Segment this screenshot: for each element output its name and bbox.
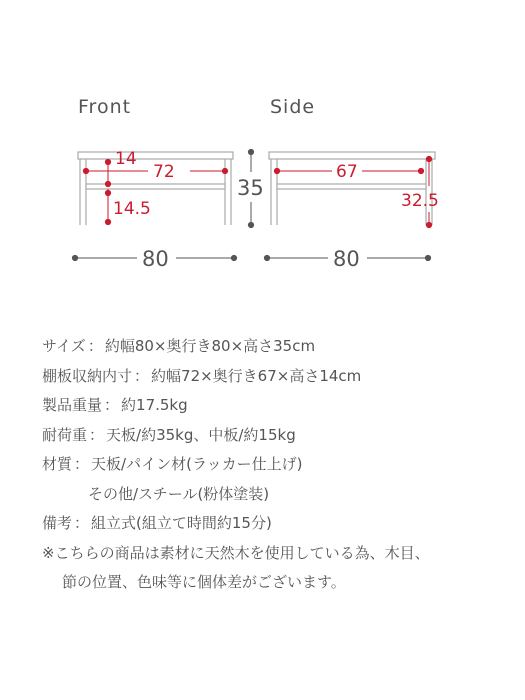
- spec-label: 製品重量: [42, 396, 103, 414]
- side-shelf-depth-label: 67: [336, 162, 358, 182]
- front-width-label: 80: [142, 247, 169, 271]
- spec-value: 約幅80×奥行き80×高さ35cm: [104, 337, 316, 355]
- height-label: 35: [237, 176, 264, 200]
- spec-value: 組立式(組立て時間約15分): [91, 514, 272, 532]
- note-line-2: 節の位置、色味等に個体差がございます。: [62, 573, 346, 591]
- dimension-drawing: [0, 0, 525, 300]
- spec-size: サイズ ： 約幅80×奥行き80×高さ35cm: [42, 337, 316, 355]
- spec-label: 材質: [42, 455, 73, 473]
- front-shelf-gap-label: 14: [115, 149, 137, 169]
- side-view-label: Side: [270, 96, 316, 118]
- spec-label: サイズ: [42, 337, 86, 355]
- spec-label: 備考: [42, 514, 73, 532]
- note-line-1: ※こちらの商品は素材に天然木を使用している為、木目、: [42, 543, 430, 562]
- front-shelf-width-label: 72: [153, 162, 175, 182]
- side-depth-label: 80: [333, 247, 360, 271]
- front-leg-shelf-label: 14.5: [113, 199, 151, 219]
- spec-material: 材質 ： 天板/パイン材(ラッカー仕上げ): [42, 455, 303, 473]
- spec-shelf-inner: 棚板収納内寸 ： 約幅72×奥行き67×高さ14cm: [42, 366, 362, 385]
- spec-value: 約17.5kg: [121, 396, 188, 414]
- spec-list: [42, 332, 512, 598]
- dimension-diagram: [0, 0, 525, 300]
- spec-load: 耐荷重 ： 天板/約35kg、中板/約15kg: [42, 425, 296, 444]
- spec-label: 耐荷重: [42, 425, 88, 444]
- spec-weight: 製品重量 ： 約17.5kg: [42, 396, 188, 414]
- side-shelf-height-label: 32.5: [401, 191, 439, 211]
- spec-remarks: 備考 ： 組立式(組立て時間約15分): [42, 514, 272, 532]
- spec-value: 約幅72×奥行き67×高さ14cm: [151, 366, 362, 385]
- front-view-label: Front: [78, 96, 132, 118]
- spec-material-continued: [42, 480, 512, 510]
- spec-value: 天板/約35kg、中板/約15kg: [106, 425, 296, 444]
- spec-label: 棚板収納内寸: [42, 366, 133, 385]
- spec-value: 天板/パイン材(ラッカー仕上げ): [91, 455, 303, 473]
- spec-value: その他/スチール(粉体塗装): [88, 484, 270, 503]
